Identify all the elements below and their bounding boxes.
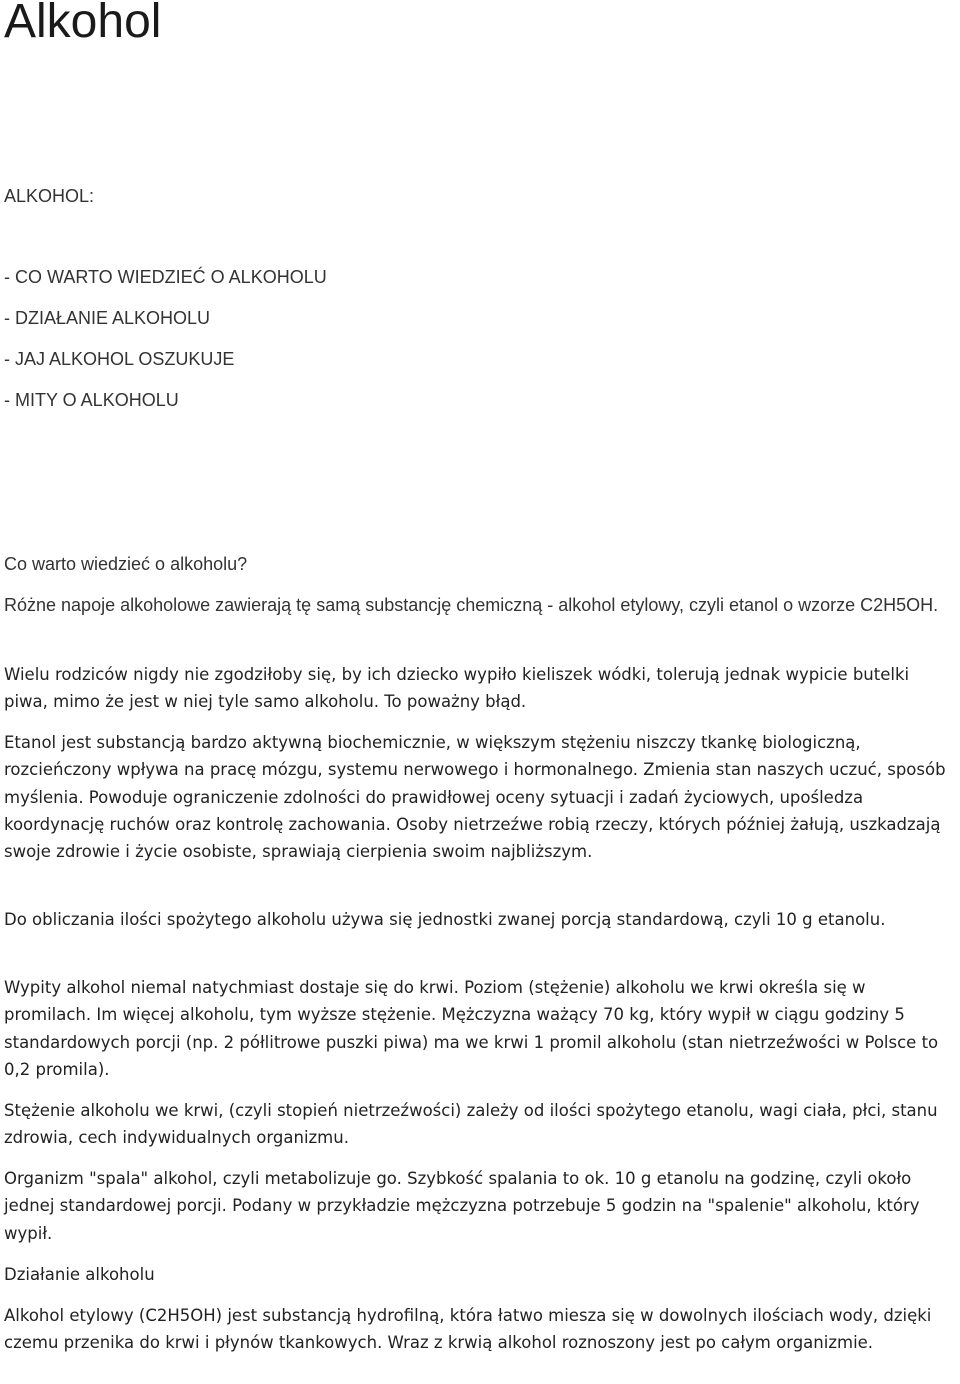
body-paragraph: Stężenie alkoholu we krwi, (czyli stopień nietrzeźwości) zależy od ilości spożytego etanolu, wagi ciała, płci, stanu zdrowia, cech indywidualnych organizmu. (4, 1101, 938, 1148)
body-paragraph: Do obliczania ilości spożytego alkoholu używa się jednostki zwanej porcją standardową, czyli 10 g etanolu. (4, 910, 886, 929)
toc-item: - JAJ ALKOHOL OSZUKUJE (4, 349, 235, 369)
page-title: Alkohol (4, 0, 162, 48)
body-paragraph: Alkohol etylowy (C2H5OH) jest substancją hydrofilną, która łatwo miesza się w dowolnych ilościach wody, dzięki czemu przenika do krwi i płynów tkankowych. Wraz z krwią alkohol roznoszony jest po całym organizmie. (4, 1306, 932, 1353)
body-paragraph: Etanol jest substancją bardzo aktywną biochemicznie, w większym stężeniu niszczy tkankę biologiczną, rozcieńczony wpływa na pracę mózgu, systemu nerwowego i hormonalnego. Zmienia stan naszych uczuć, sposób myślenia. Powoduje ograniczenie zdolności do prawidłowej oceny sytuacji i zadań życiowych, upośledza koordynację ruchów oraz kontrolę zachowania. Osoby nietrzeźwe robią rzeczy, których później żałują, uszkadzają swoje zdrowie i życie osobiste, sprawiają cierpienia swoim najbliższym. (4, 733, 946, 862)
section-heading: Co warto wiedzieć o alkoholu? (4, 554, 248, 574)
body-paragraph: Wielu rodziców nigdy nie zgodziłoby się, by ich dziecko wypiło kieliszek wódki, tolerują jednak wypicie butelki piwa, mimo że jest w niej tyle samo alkoholu. To poważny błąd. (4, 665, 910, 712)
body-paragraph: Wypity alkohol niemal natychmiast dostaje się do krwi. Poziom (stężenie) alkoholu we krwi określa się w promilach. Im więcej alkoholu, tym wyższe stężenie. Mężczyzna ważący 70 kg, który wypił w ciągu godziny 5 standardowych porcji (np. 2 półlitrowe puszki piwa) ma we krwi 1 promil alkoholu (stan nietrzeźwości w Polsce to 0,2 promila). (4, 978, 939, 1079)
section-heading: Działanie alkoholu (4, 1265, 155, 1284)
toc-item: - DZIAŁANIE ALKOHOLU (4, 308, 211, 328)
body-paragraph: Organizm "spala" alkohol, czyli metabolizuje go. Szybkość spalania to ok. 10 g etanolu na godzinę, czyli około jednej standardowej porcji. Podany w przykładzie mężczyzna potrzebuje 5 godzin na "spalenie" alkoholu, który wypił. (4, 1169, 920, 1243)
toc-item: - CO WARTO WIEDZIEĆ O ALKOHOLU (4, 267, 327, 287)
intro-paragraph: Różne napoje alkoholowe zawierają tę samą substancję chemiczną - alkohol etylowy, czyli etanol o wzorze C2H5OH. (4, 595, 939, 615)
toc-heading: ALKOHOL: (4, 186, 95, 206)
toc-item: - MITY O ALKOHOLU (4, 390, 179, 410)
